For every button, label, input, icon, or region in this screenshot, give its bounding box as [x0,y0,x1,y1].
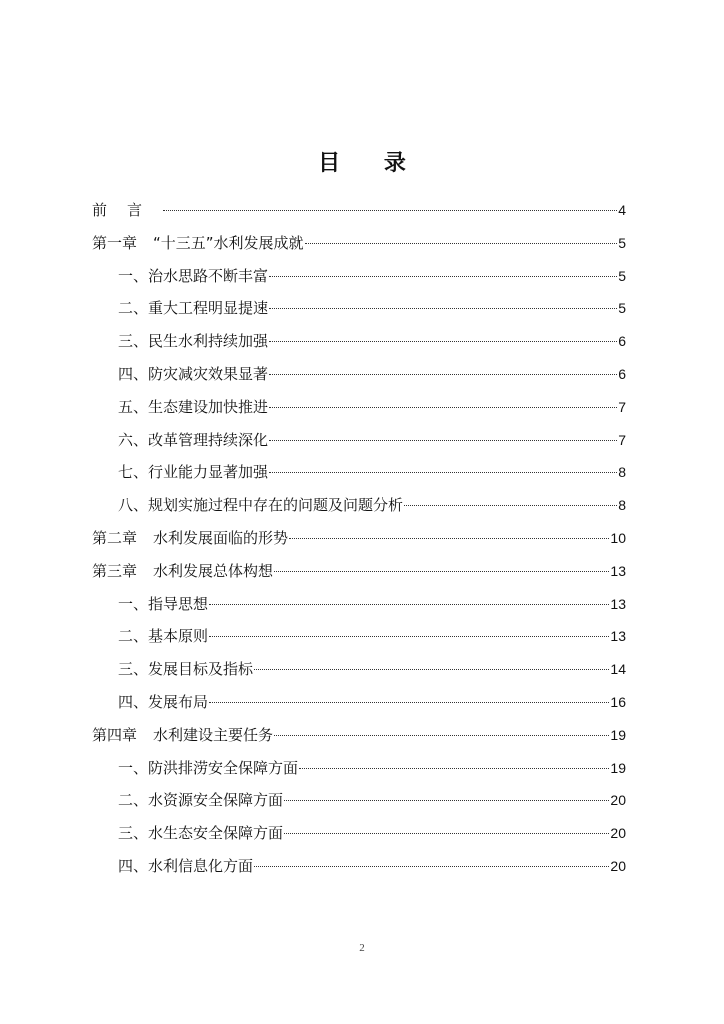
toc-entry-label [118,325,268,358]
toc-dot-leader [269,308,617,309]
toc-entry-chapter[interactable] [92,719,626,752]
toc-entry-page: 16 [610,693,626,710]
toc-entry-label [118,588,208,621]
toc-dot-leader [254,669,609,670]
toc-dot-leader [269,374,617,375]
toc-entry-number: 一、 [118,266,149,285]
toc-entry-number: 二、 [118,299,149,318]
toc-entry-chapter[interactable] [92,555,626,588]
toc-entry-number: 六、 [118,430,149,449]
toc-entry-section[interactable] [92,686,626,719]
toc-entry-section[interactable] [92,850,626,883]
toc-entry-label [92,227,304,260]
toc-entry-text: 重大工程明显提速 [148,299,269,318]
toc-entry-section[interactable] [92,260,626,293]
toc-dot-leader [269,472,617,473]
toc-entry-section[interactable] [92,653,626,686]
toc-entry-section[interactable] [92,620,626,653]
toc-entry-label [118,653,253,686]
toc-entry-text: 规划实施过程中存在的问题及问题分析 [148,496,404,515]
toc-entry-page: 13 [610,562,626,579]
toc-entry-preface[interactable] [92,194,626,227]
toc-entry-label [118,391,268,424]
toc-entry-text: 水利信息化方面 [148,856,254,875]
toc-entry-number: 三、 [118,332,149,351]
toc-entry-chapter[interactable] [92,522,626,555]
toc-entry-label [118,784,283,817]
toc-entry-section[interactable] [92,784,626,817]
toc-entry-section[interactable] [92,424,626,457]
toc-dot-leader [284,833,609,834]
toc-entry-page: 5 [618,300,626,317]
toc-entry-number: 二、 [118,627,149,646]
toc-dot-leader [209,636,609,637]
toc-entry-page: 10 [610,529,626,546]
toc-entry-number: 四、 [118,364,149,383]
toc-entry-label [118,752,298,785]
toc-entry-label [118,456,268,489]
toc-entry-chapter[interactable] [92,227,626,260]
toc-dot-leader [269,341,617,342]
toc-entry-text: 指导思想 [148,594,209,613]
toc-entry-number: 七、 [118,463,149,482]
toc-entry-page: 8 [618,497,626,514]
toc-entry-section[interactable] [92,358,626,391]
toc-entry-page: 6 [618,365,626,382]
toc-entry-label [92,555,273,588]
toc-entry-number: 第一章 [92,233,138,252]
toc-entry-page: 13 [610,595,626,612]
toc-entry-label [118,424,268,457]
toc-entry-label [118,358,268,391]
toc-entry-text: 发展布局 [148,692,209,711]
toc-entry-number: 三、 [118,660,149,679]
toc-entry-text: 水生态安全保障方面 [148,824,284,843]
toc-entry-section[interactable] [92,456,626,489]
toc-entry-page: 6 [618,333,626,350]
toc-entry-page: 20 [610,857,626,874]
toc-entry-label [92,719,273,752]
table-of-contents [92,194,626,883]
toc-entry-text: 基本原则 [148,627,209,646]
toc-entry-page: 20 [610,825,626,842]
toc-entry-section[interactable] [92,489,626,522]
toc-entry-label [118,292,268,325]
toc-dot-leader [269,440,617,441]
toc-entry-text: 水资源安全保障方面 [148,791,284,810]
toc-entry-number: 第四章 [92,725,138,744]
toc-entry-text: 改革管理持续深化 [148,430,269,449]
toc-entry-page: 13 [610,628,626,645]
toc-entry-text: 民生水利持续加强 [148,332,269,351]
toc-entry-label [118,489,403,522]
toc-entry-text: “十三五”水利发展成就 [153,233,304,252]
toc-entry-page: 4 [618,202,626,218]
toc-dot-leader [254,866,609,867]
toc-dot-leader [269,276,617,277]
toc-dot-leader [269,407,617,408]
toc-entry-section[interactable] [92,391,626,424]
toc-entry-number: 一、 [118,758,149,777]
toc-entry-number: 四、 [118,856,149,875]
toc-entry-label [118,620,208,653]
toc-entry-text: 防洪排涝安全保障方面 [148,758,299,777]
toc-entry-number: 八、 [118,496,149,515]
toc-entry-page: 19 [610,726,626,743]
toc-dot-leader [274,571,609,572]
toc-entry-text: 生态建设加快推进 [148,397,269,416]
toc-dot-leader [163,210,617,211]
toc-entry-page: 7 [618,431,626,448]
toc-dot-leader [209,702,609,703]
toc-dot-leader [305,243,618,244]
toc-entry-text: 防灾减灾效果显著 [148,364,269,383]
toc-entry-section[interactable] [92,292,626,325]
toc-entry-section[interactable] [92,588,626,621]
toc-entry-label [92,522,288,555]
toc-dot-leader [404,505,617,506]
toc-entry-number: 五、 [118,397,149,416]
toc-entry-label [118,817,283,850]
toc-entry-page: 5 [618,234,626,251]
toc-entry-page: 14 [610,661,626,678]
toc-title: 目 录 [318,150,424,176]
page-number: 2 [359,942,365,954]
toc-entry-section[interactable] [92,817,626,850]
toc-entry-number: 二、 [118,791,149,810]
toc-entry-page: 19 [610,759,626,776]
toc-entry-number: 第二章 [92,528,138,547]
toc-dot-leader [299,768,609,769]
toc-entry-section[interactable] [92,752,626,785]
toc-entry-page: 20 [610,792,626,809]
toc-entry-page: 5 [618,267,626,284]
toc-dot-leader [284,800,609,801]
toc-entry-number: 三、 [118,824,149,843]
toc-entry-text: 行业能力显著加强 [148,463,269,482]
toc-entry-label [118,686,208,719]
toc-entry-text: 治水思路不断丰富 [148,266,269,285]
toc-entry-number: 第三章 [92,561,138,580]
toc-entry-label [92,194,162,227]
toc-dot-leader [274,735,609,736]
toc-entry-label [118,260,268,293]
toc-entry-number: 四、 [118,692,149,711]
toc-entry-text: 发展目标及指标 [148,660,254,679]
toc-dot-leader [289,538,609,539]
toc-entry-page: 8 [618,464,626,481]
toc-entry-text: 水利建设主要任务 [153,725,274,744]
toc-entry-text: 水利发展总体构想 [153,561,274,580]
toc-entry-number: 一、 [118,594,149,613]
toc-entry-page: 7 [618,398,626,415]
toc-entry-number: 前言 [92,201,163,219]
toc-dot-leader [209,604,609,605]
toc-entry-label [118,850,253,883]
toc-entry-section[interactable] [92,325,626,358]
toc-entry-text: 水利发展面临的形势 [153,528,289,547]
